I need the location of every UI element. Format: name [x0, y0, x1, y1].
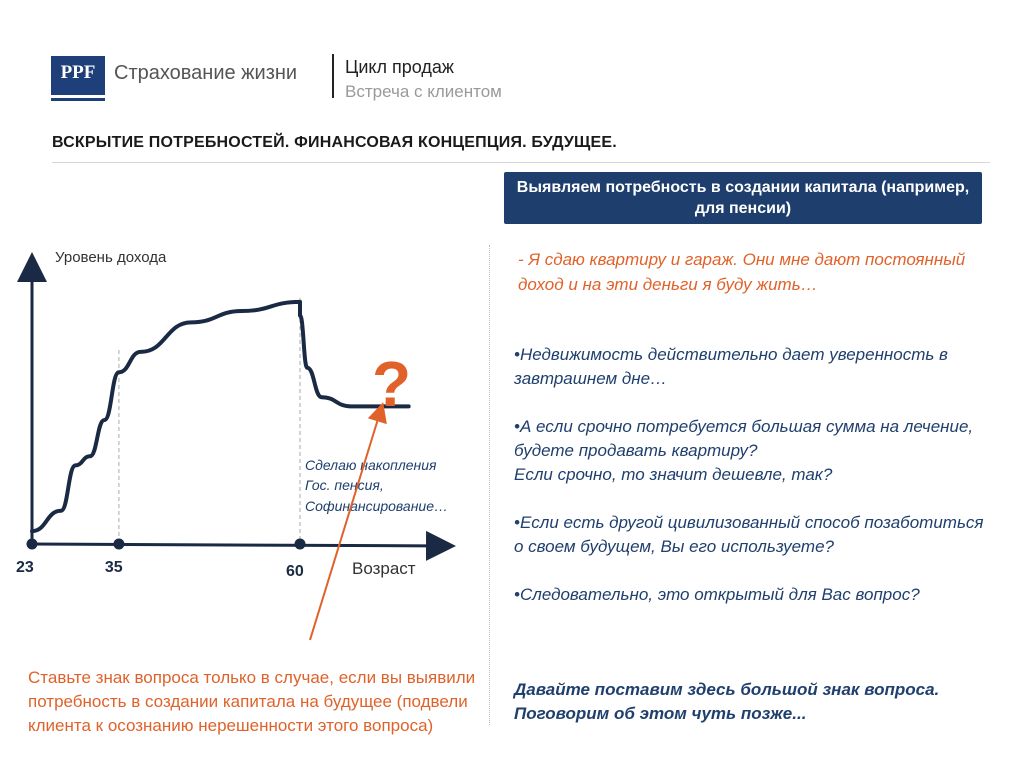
- annotation-line: Сделаю накопления: [305, 457, 437, 473]
- annotation-line: Софинансирование…: [305, 498, 448, 514]
- title-divider: [52, 162, 990, 163]
- x-axis: [30, 544, 450, 546]
- tick-marker-23: [27, 539, 38, 550]
- annotation-line: Гос. пенсия,: [305, 477, 384, 493]
- pointer-arrow: [310, 406, 382, 640]
- cycle-title: Цикл продаж: [345, 57, 454, 77]
- bullet-item: •Если есть другой цивилизованный способ позаботиться о своем будущем, Вы его используете?: [514, 513, 984, 556]
- bullet-item: •А если срочно потребуется большая сумма на лечение, будете продавать квартиру? Если срочно, то значит дешевле, так?: [514, 417, 974, 484]
- tick-marker-60: [295, 539, 306, 550]
- tick-label-60: 60: [286, 563, 304, 580]
- bullet-item: •Следовательно, это открытый для Вас вопрос?: [514, 585, 920, 604]
- cycle-subtitle: Встреча с клиентом: [345, 82, 502, 101]
- tick-label-35: 35: [104, 559, 123, 576]
- brand-name: Страхование жизни: [114, 62, 298, 84]
- header-divider: [332, 54, 334, 98]
- income-curve: [32, 302, 412, 531]
- client-quote: - Я сдаю квартиру и гараж. Они мне дают постоянный доход и на эти деньги я буду жить…: [518, 250, 966, 294]
- question-mark: ?: [372, 348, 412, 420]
- tick-label-23: 23: [16, 559, 34, 576]
- closing-text: Давайте поставим здесь большой знак вопроса. Поговорим об этом чуть позже...: [514, 680, 940, 723]
- banner: Выявляем потребность в создании капитала (например, для пенсии): [504, 172, 982, 224]
- ppf-logo: PPF: [51, 56, 105, 98]
- bullet-list: [514, 343, 984, 631]
- bullet-item: •Недвижимость действительно дает уверенность в завтрашнем дне…: [514, 345, 948, 388]
- instruction-note: Ставьте знак вопроса только в случае, если вы выявили потребность в создании капитала на будущее (подвели клиента к осознанию нерешенности этого вопроса): [28, 668, 476, 735]
- x-axis-label: Возраст: [352, 559, 416, 578]
- tick-marker-35: [113, 539, 124, 550]
- y-axis-label: Уровень дохода: [55, 249, 167, 266]
- income-chart: [0, 230, 490, 650]
- page-title: ВСКРЫТИЕ ПОТРЕБНОСТЕЙ. ФИНАНСОВАЯ КОНЦЕПЦИЯ. БУДУЩЕЕ.: [52, 134, 617, 151]
